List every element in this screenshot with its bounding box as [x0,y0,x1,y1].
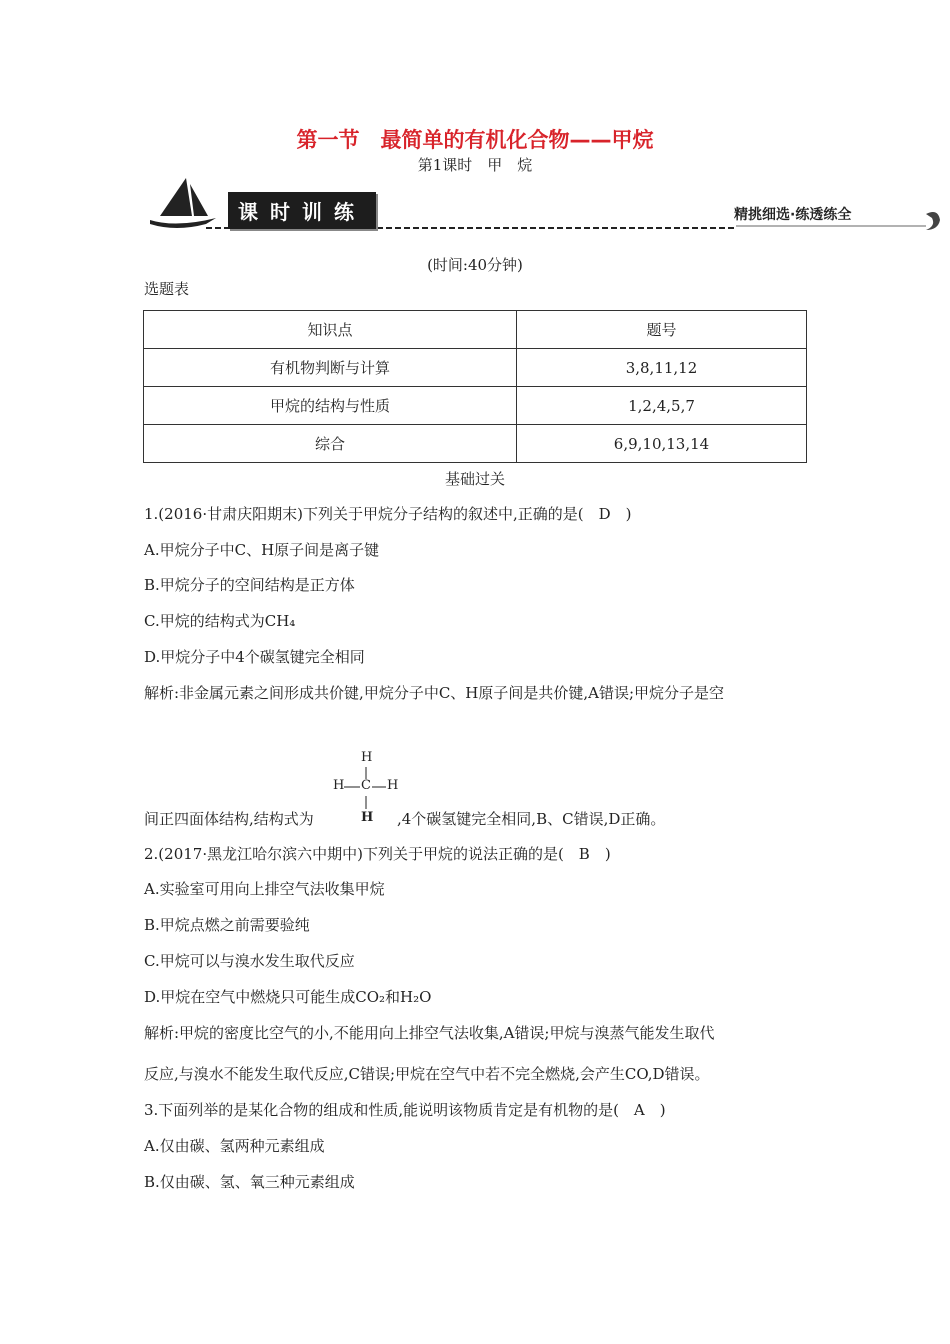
question-option: C.甲烷的结构式为CH₄ [144,612,296,630]
question-option: D.甲烷在空气中燃烧只可能生成CO₂和H₂O [144,988,432,1006]
formula-atom: H [387,778,399,793]
table-header-row [144,311,807,349]
analysis-text: 反应,与溴水不能发生取代反应,C错误;甲烷在空气中若不完全燃烧,会产生CO,D错误。 [144,1065,710,1083]
selection-table-label: 选题表 [144,280,190,298]
question-option: A.甲烷分子中C、H原子间是离子键 [144,541,380,559]
analysis-text-after-formula: ,4个碳氢键完全相同,B、C错误,D正确。 [397,810,666,828]
formula-atom: H [361,750,373,765]
question-stem: 3.下面列举的是某化合物的组成和性质,能说明该物质肯定是有机物的是( A ) [144,1101,666,1119]
question-option: B.甲烷点燃之前需要验纯 [144,916,310,934]
banner-slogan: 精挑细选·练透练全 [734,207,852,223]
question-option: D.甲烷分子中4个碳氢键完全相同 [144,648,365,666]
time-note: (时间:40分钟) [427,256,523,274]
table-row [144,425,807,463]
question-stem: 2.(2017·黑龙江哈尔滨六中期中)下列关于甲烷的说法正确的是( B ) [144,845,611,863]
lesson-subtitle: 第1课时 甲 烷 [417,156,533,174]
table-header-cell: 题号 [517,311,807,349]
section-banner [146,176,946,232]
question-option: B.仅由碳、氢、氧三种元素组成 [144,1173,355,1191]
formula-atom: H [361,810,374,825]
table-header-cell: 知识点 [144,311,517,349]
table-cell: 综合 [144,425,517,463]
question-option: B.甲烷分子的空间结构是正方体 [144,576,355,594]
banner-label: 课时训练 [228,192,376,229]
table-cell: 3,8,11,12 [517,349,807,387]
question-option: A.实验室可用向上排空气法收集甲烷 [144,880,385,898]
table-cell: 有机物判断与计算 [144,349,517,387]
table-row [144,387,807,425]
question-stem: 1.(2016·甘肃庆阳期末)下列关于甲烷分子结构的叙述中,正确的是( D ) [144,505,632,523]
question-option: C.甲烷可以与溴水发生取代反应 [144,952,355,970]
formula-atom: H [333,778,345,793]
methane-structural-formula [333,750,401,828]
table-cell: 1,2,4,5,7 [517,387,807,425]
table-row [144,349,807,387]
analysis-text-before-formula: 间正四面体结构,结构式为 [144,810,314,828]
analysis-text: 解析:非金属元素之间形成共价键,甲烷分子中C、H原子间是共价键,A错误;甲烷分子是空 [144,684,725,702]
question-option: A.仅由碳、氢两种元素组成 [144,1137,325,1155]
page-title: 第一节 最简单的有机化合物——甲烷 [296,128,654,152]
table-cell: 甲烷的结构与性质 [144,387,517,425]
formula-atom: C [361,778,371,793]
table-cell: 6,9,10,13,14 [517,425,807,463]
analysis-text: 解析:甲烷的密度比空气的小,不能用向上排空气法收集,A错误;甲烷与溴蒸气能发生取代 [144,1024,715,1042]
bond-lines [333,750,401,828]
selection-table [143,310,807,463]
section-title: 基础过关 [444,470,505,488]
